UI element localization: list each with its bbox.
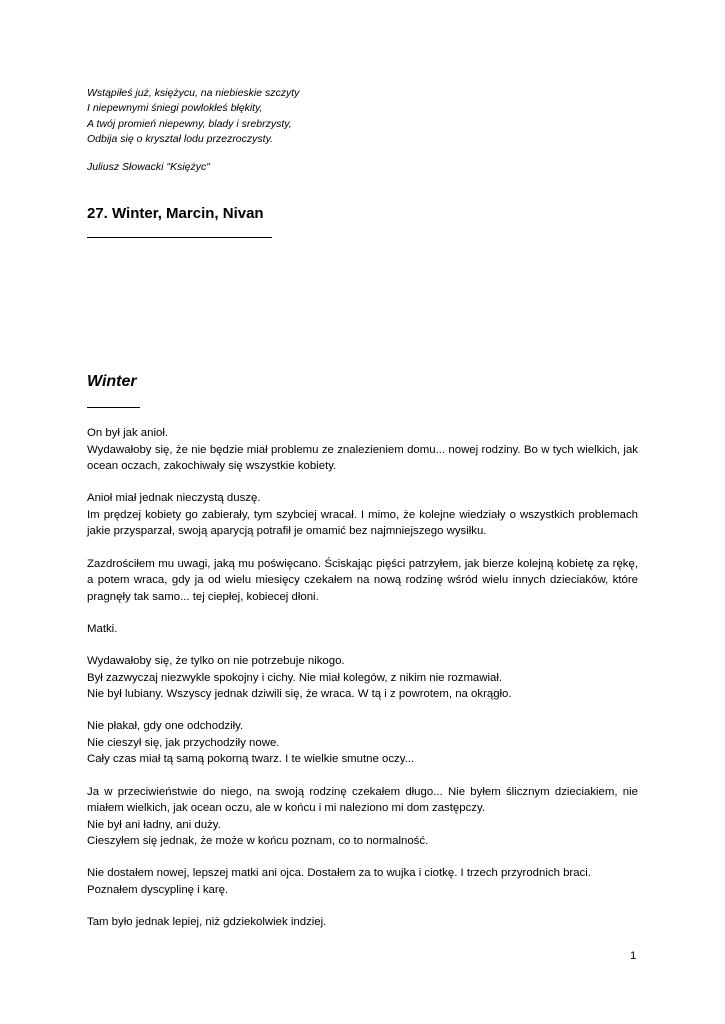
paragraph	[87, 425, 638, 475]
body-text	[87, 425, 638, 946]
epigraph	[87, 86, 299, 147]
text-line: Zazdrościłem mu uwagi, jaką mu poświęcano. Ściskając pięści patrzyłem, jak bierze kolejną kobietę za rękę, a potem wraca, gdy ja od wielu miesięcy czekałem na nową rodzinę wśród wielu innych dzieciaków, które pragnęły tak samo... tej ciepłej, kobiecej dłoni.	[87, 557, 638, 603]
text-line: Nie płakał, gdy one odchodziły.	[87, 720, 244, 733]
text-line: On był jak anioł.	[87, 427, 169, 439]
text-line: Anioł miał jednak nieczystą duszę.	[87, 492, 261, 505]
epigraph-line: I niepewnymi śniegi powlokłeś błękity,	[87, 102, 263, 115]
paragraph	[87, 490, 638, 540]
text-line: Był zazwyczaj niezwykle spokojny i cichy. Nie miał kolegów, z nikim nie rozmawiał.	[87, 671, 503, 684]
paragraph	[87, 865, 638, 898]
text-line: Tam było jednak lepiej, niż gdziekolwiek indziej.	[87, 916, 327, 929]
epigraph-line: Wstąpiłeś już, księżycu, na niebieskie szczyty	[87, 87, 300, 99]
epigraph-attribution: Juliusz Słowacki "Księżyc"	[87, 161, 210, 173]
section-underline	[87, 407, 140, 408]
text-line: Poznałem dyscyplinę i karę.	[87, 883, 229, 896]
text-line: Ja w przeciwieństwie do niego, na swoją rodzinę czekałem długo... Nie byłem ślicznym dzieciakiem, nie miałem wielkich, jak ocean oczu, ale w końcu i mi naleziono mi dom zastępczy.	[87, 785, 638, 815]
text-line: Nie był ani ładny, ani duży.	[87, 818, 221, 831]
text-line: Im prędzej kobiety go zabierały, tym szybciej wracał. I mimo, że kolejne wiedziały o wszystkich problemach jakie przysparzał, swoją aparycją potrafił je omamić bez najmniejszego wysiłku.	[87, 508, 638, 538]
paragraph	[87, 784, 638, 850]
text-line: Nie był lubiany. Wszyscy jednak dziwili się, że wraca. W tą i z powrotem, na okrągło.	[87, 688, 512, 701]
text-line: Wydawałoby się, że tylko on nie potrzebuje nikogo.	[87, 654, 345, 667]
paragraph	[87, 556, 638, 606]
text-line: Nie cieszył się, jak przychodziły nowe.	[87, 736, 280, 749]
text-line: Cieszyłem się jednak, że może w końcu poznam, co to normalność.	[87, 835, 429, 848]
epigraph-line: A twój promień niepewny, blady i srebrzysty,	[87, 117, 292, 130]
paragraph	[87, 621, 638, 638]
chapter-title: 27. Winter, Marcin, Nivan	[87, 205, 264, 222]
text-line: Nie dostałem nowej, lepszej matki ani ojca. Dostałem za to wujka i ciotkę. I trzech przyrodnich braci.	[87, 867, 591, 880]
text-line: Cały czas miał tą samą pokorną twarz. I te wielkie smutne oczy...	[87, 753, 415, 766]
paragraph	[87, 718, 638, 768]
page-number: 1	[630, 950, 637, 962]
paragraph	[87, 653, 638, 703]
text-line: Wydawałoby się, że nie będzie miał problemu ze znalezieniem domu... nowej rodziny. Bo w tych wielkich, jak ocean oczach, zakochiwały się wszystkie kobiety.	[87, 443, 638, 473]
chapter-underline	[87, 237, 272, 238]
section-title: Winter	[87, 373, 137, 390]
paragraph	[87, 914, 638, 931]
epigraph-line: Odbija się o kryształ lodu przezroczysty.	[87, 132, 273, 145]
text-line: Matki.	[87, 622, 118, 635]
